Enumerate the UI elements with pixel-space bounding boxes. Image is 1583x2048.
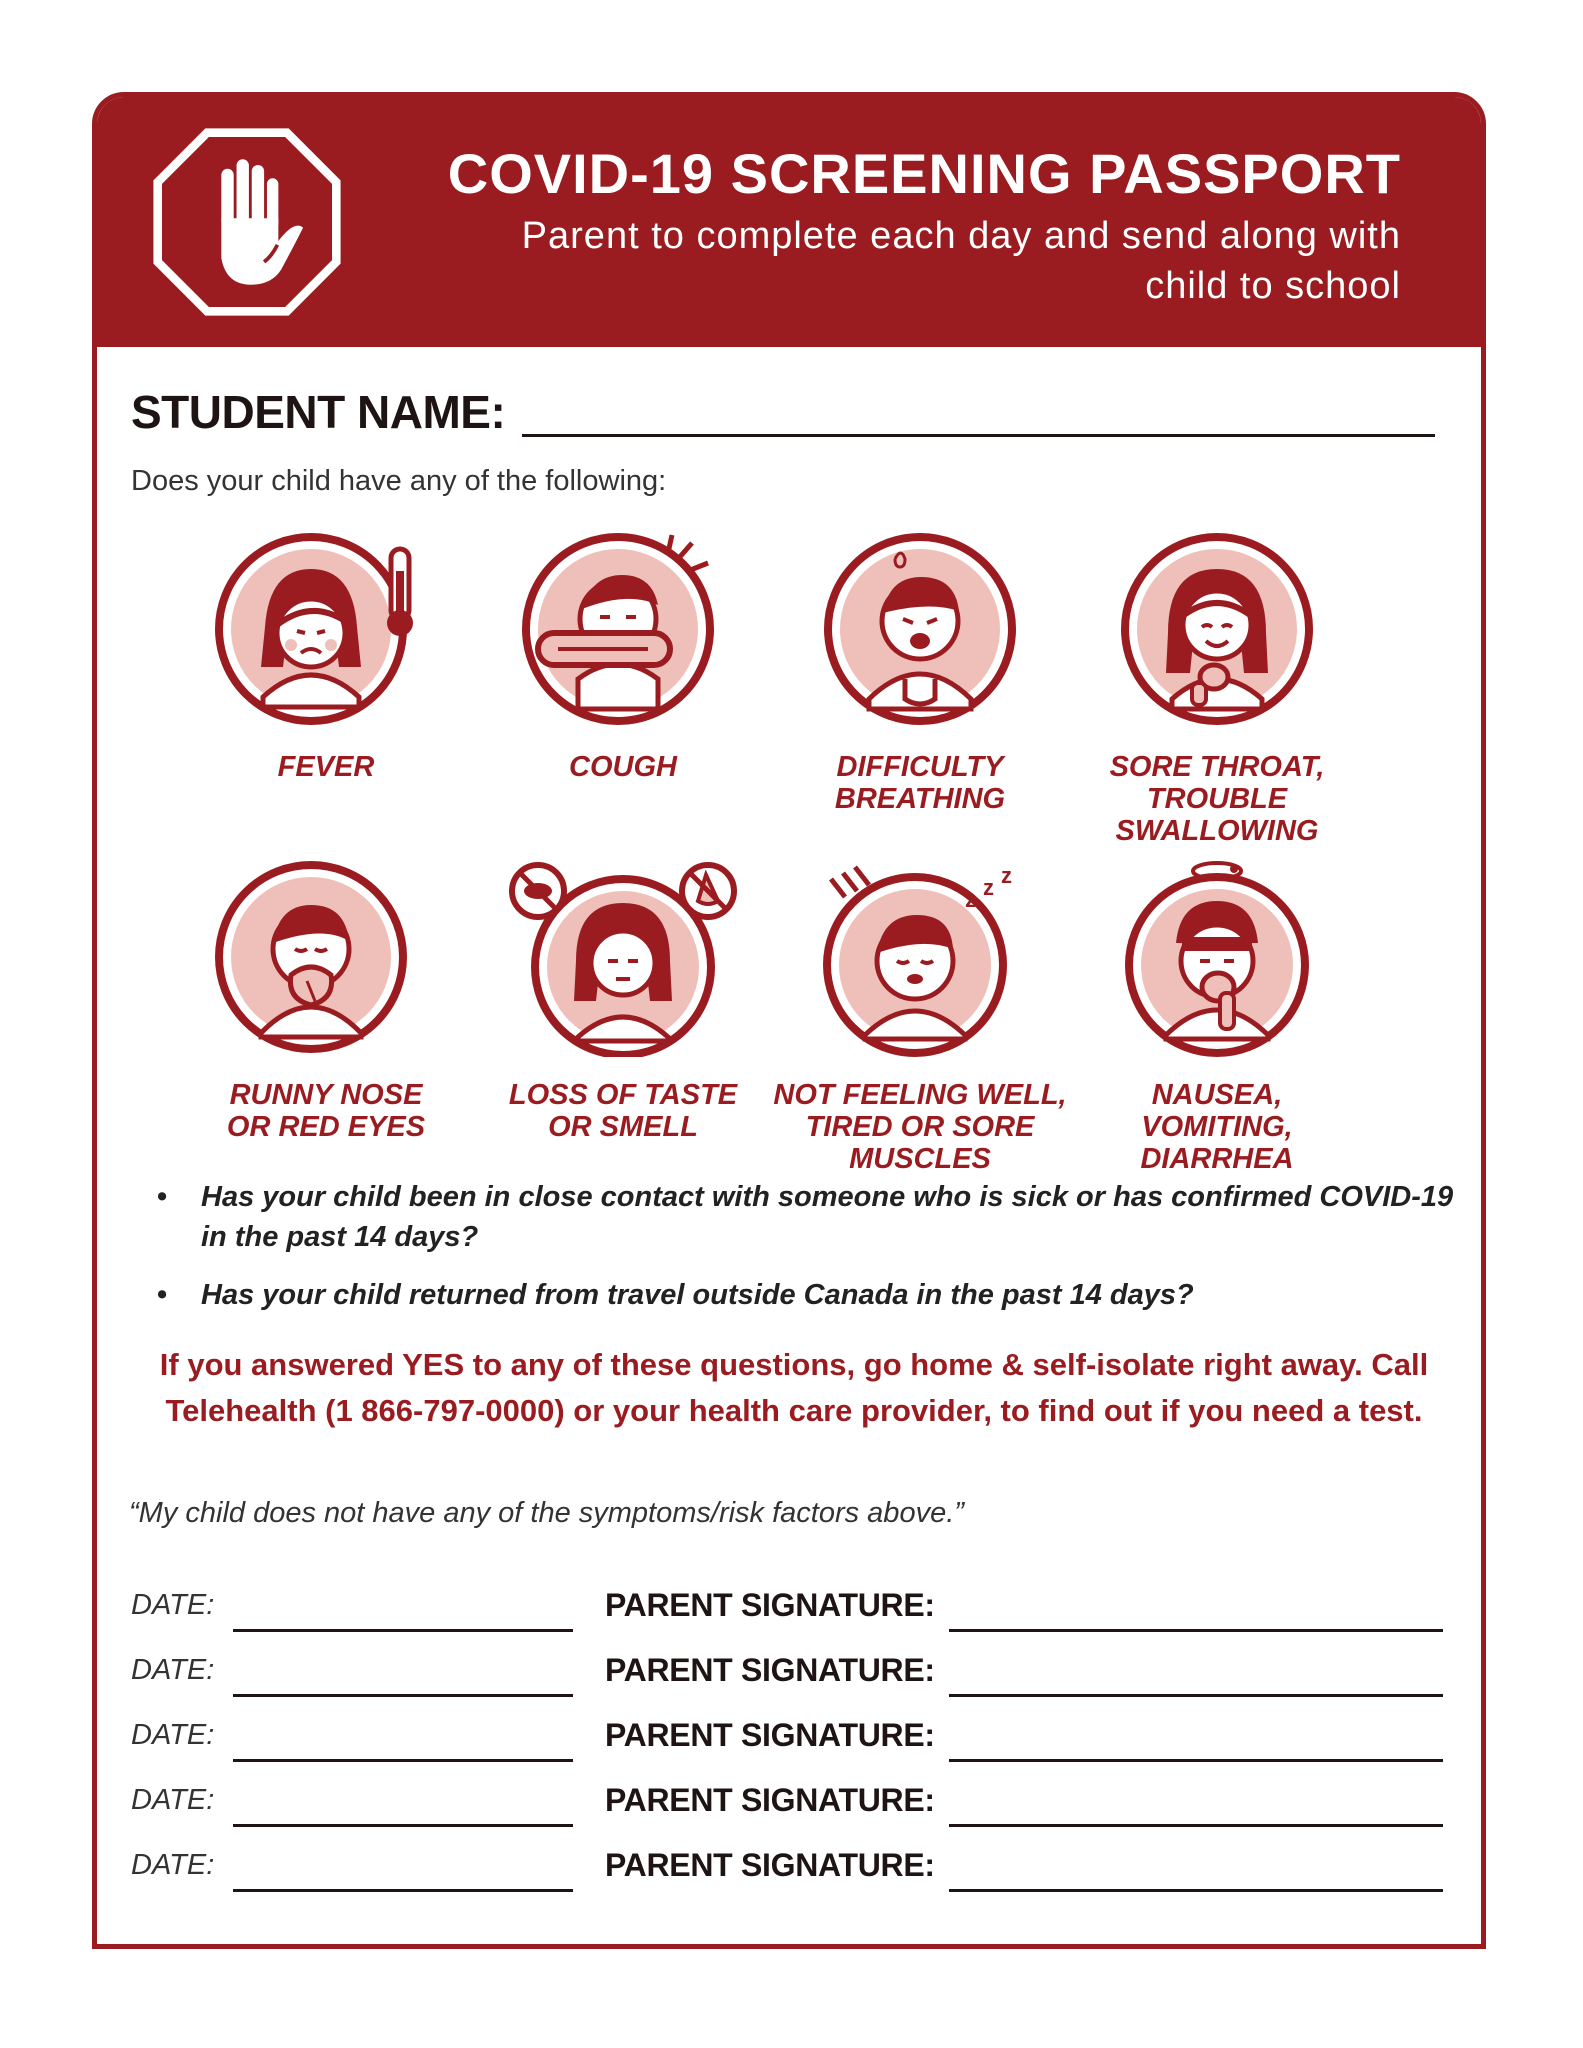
date-label: DATE: bbox=[131, 1849, 215, 1881]
fever-icon bbox=[211, 529, 441, 729]
signature-row bbox=[131, 1780, 1461, 1832]
symptom-label: DIFFICULTY BREATHING bbox=[834, 751, 1006, 815]
parent-signature-field[interactable] bbox=[949, 1759, 1443, 1762]
question-intro: Does your child have any of the following: bbox=[131, 465, 667, 497]
signature-row bbox=[131, 1845, 1461, 1897]
student-name-label: STUDENT NAME: bbox=[131, 386, 506, 438]
student-name-field[interactable] bbox=[522, 434, 1435, 437]
list-item: • Has your child returned from travel outside Canada in the past 14 days? bbox=[155, 1275, 1475, 1315]
date-field[interactable] bbox=[233, 1889, 573, 1892]
cough-icon bbox=[508, 529, 738, 729]
sore-throat-icon bbox=[1102, 529, 1332, 729]
page-subtitle: Parent to complete each day and send along with child to school bbox=[521, 215, 1401, 307]
symptom-label: NAUSEA, VOMITING, DIARRHEA bbox=[1140, 1079, 1294, 1175]
svg-text:z: z bbox=[983, 875, 994, 900]
parent-signature-label: PARENT SIGNATURE: bbox=[605, 1717, 935, 1753]
list-item: • Has your child been in close contact with someone who is sick or has confirmed COVID-19 in the past 14 days? bbox=[155, 1177, 1475, 1257]
runny-nose-icon bbox=[211, 857, 441, 1057]
screening-passport-card bbox=[92, 92, 1486, 1949]
nausea-icon bbox=[1102, 857, 1332, 1057]
parent-signature-field[interactable] bbox=[949, 1889, 1443, 1892]
page-title: COVID-19 SCREENING PASSPORT bbox=[447, 142, 1401, 205]
signature-row bbox=[131, 1715, 1461, 1767]
header-banner bbox=[97, 97, 1481, 347]
tired-icon bbox=[805, 857, 1035, 1057]
parent-signature-label: PARENT SIGNATURE: bbox=[605, 1652, 935, 1688]
symptom-label: COUGH bbox=[569, 751, 677, 783]
parent-signature-field[interactable] bbox=[949, 1694, 1443, 1697]
symptom-label: NOT FEELING WELL, TIRED OR SORE MUSCLES bbox=[773, 1079, 1067, 1175]
parent-signature-field[interactable] bbox=[949, 1824, 1443, 1827]
signature-row bbox=[131, 1650, 1461, 1702]
symptom-loss-of-taste-smell bbox=[458, 857, 788, 1143]
symptom-cough bbox=[458, 529, 788, 783]
symptom-nausea bbox=[1052, 857, 1382, 1175]
symptom-label: LOSS OF TASTE OR SMELL bbox=[508, 1079, 738, 1143]
symptom-label: SORE THROAT, TROUBLE SWALLOWING bbox=[1109, 751, 1325, 847]
symptom-sore-throat bbox=[1052, 529, 1382, 847]
warning-message: If you answered YES to any of these questions, go home & self-isolate right away. Call Telehealth (1 866-797-0000) or your health care provider, to find out if you need a test. bbox=[159, 1347, 1429, 1428]
symptom-difficulty-breathing bbox=[755, 529, 1085, 815]
date-field[interactable] bbox=[233, 1694, 573, 1697]
parent-signature-label: PARENT SIGNATURE: bbox=[605, 1587, 935, 1623]
parent-signature-label: PARENT SIGNATURE: bbox=[605, 1782, 935, 1818]
declaration-statement: “My child does not have any of the symptoms/risk factors above.” bbox=[129, 1497, 964, 1529]
date-field[interactable] bbox=[233, 1629, 573, 1632]
stop-hand-icon bbox=[152, 127, 342, 317]
date-field[interactable] bbox=[233, 1759, 573, 1762]
signature-row bbox=[131, 1585, 1461, 1637]
parent-signature-field[interactable] bbox=[949, 1629, 1443, 1632]
symptom-fever bbox=[161, 529, 491, 783]
symptom-label: RUNNY NOSE OR RED EYES bbox=[226, 1079, 426, 1143]
risk-questions-list bbox=[155, 1177, 1475, 1333]
date-label: DATE: bbox=[131, 1654, 215, 1686]
symptom-runny-nose bbox=[161, 857, 491, 1143]
symptom-not-feeling-well bbox=[755, 857, 1085, 1175]
date-label: DATE: bbox=[131, 1784, 215, 1816]
loss-of-taste-smell-icon bbox=[508, 857, 738, 1057]
date-label: DATE: bbox=[131, 1589, 215, 1621]
date-field[interactable] bbox=[233, 1824, 573, 1827]
parent-signature-label: PARENT SIGNATURE: bbox=[605, 1847, 935, 1883]
date-label: DATE: bbox=[131, 1719, 215, 1751]
svg-text:z: z bbox=[1001, 863, 1012, 888]
symptom-label: FEVER bbox=[277, 751, 375, 783]
difficulty-breathing-icon bbox=[805, 529, 1035, 729]
svg-text:z: z bbox=[965, 887, 976, 912]
